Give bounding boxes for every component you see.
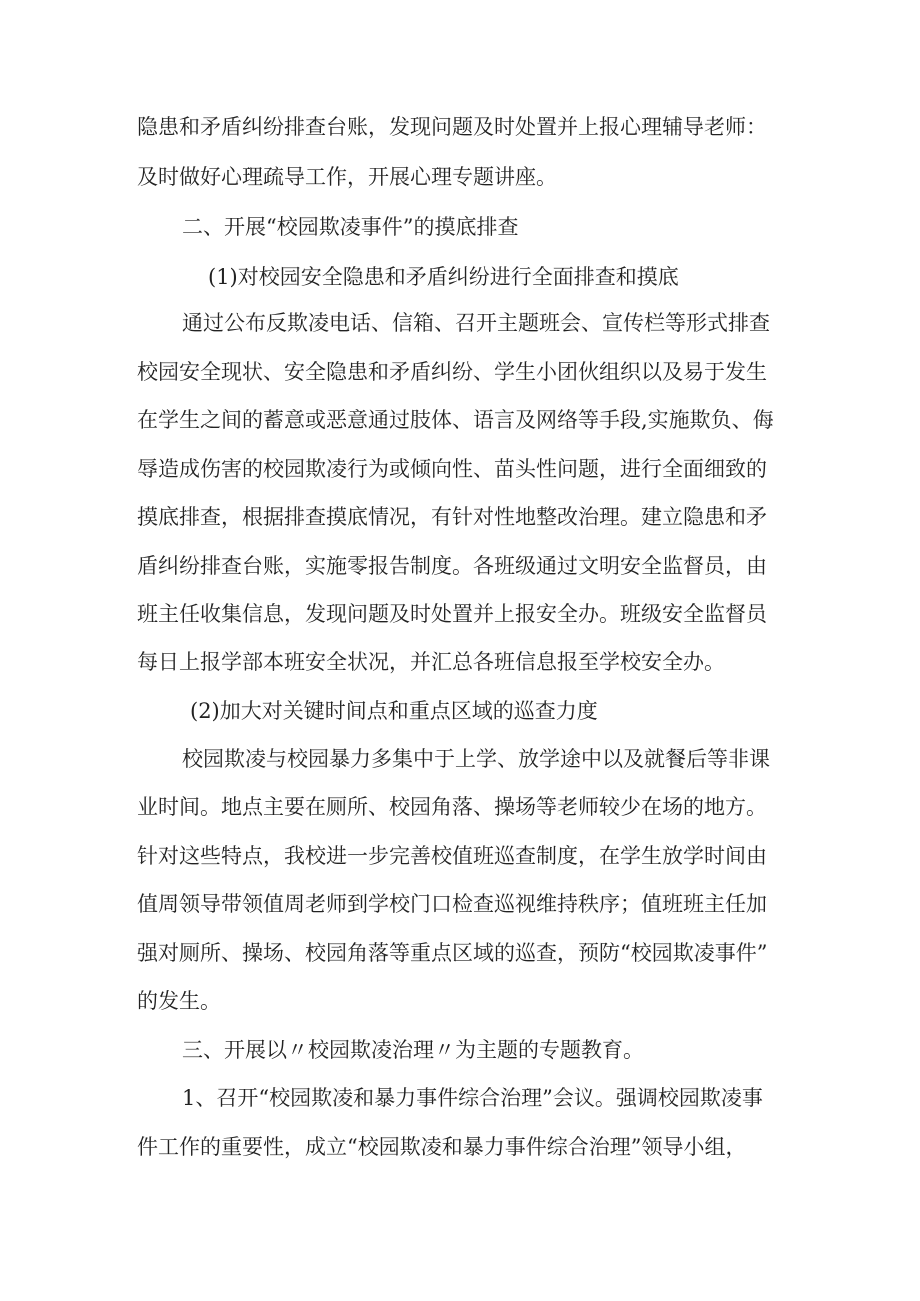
body-text-line: 隐患和矛盾纠纷排查台账，发现问题及时处置并上报心理辅导老师：: [137, 115, 767, 139]
section-heading: 二、开展“校园欺凌事件”的摸底排查: [182, 215, 519, 239]
body-text-line: 每日上报学部本班安全状况，并汇总各班信息报至学校安全办。: [137, 650, 725, 674]
section-heading: 三、开展以〃校园欺凌治理〃为主题的专题教育。: [182, 1038, 644, 1062]
body-text-line: 班主任收集信息，发现问题及时处置并上报安全办。班级安全监督员: [137, 602, 767, 626]
body-text-line: 在学生之间的蓄意或恶意通过肢体、语言及网络等手段,实施欺负、侮: [137, 408, 774, 432]
body-text-line: 强对厕所、操场、校园角落等重点区域的巡查，预防“校园欺凌事件”: [137, 941, 768, 965]
body-text-line: 摸底排查，根据排查摸底情况，有针对性地整改治理。建立隐患和矛: [137, 505, 767, 529]
subsection-heading: (1)对校园安全隐患和矛盾纠纷进行全面排查和摸底: [208, 265, 679, 289]
body-text-line: 业时间。地点主要在厕所、校园角落、操场等老师较少在场的地方。: [137, 795, 767, 819]
body-text-line: 件工作的重要性，成立“校园欺凌和暴力事件综合治理”领导小组，: [137, 1135, 747, 1159]
paragraph-first-line: 通过公布反欺凌电话、信箱、召开主题班会、宣传栏等形式排查: [182, 311, 770, 335]
subsection-heading: (2)加大对关键时间点和重点区域的巡查力度: [190, 699, 598, 723]
body-text-line: 盾纠纷排查台账，实施零报告制度。各班级通过文明安全监督员，由: [137, 554, 767, 578]
body-text-line: 校园安全现状、安全隐患和矛盾纠纷、学生小团伙组织以及易于发生: [137, 360, 767, 384]
body-text-line: 辱造成伤害的校园欺凌行为或倾向性、苗头性问题，进行全面细致的: [137, 457, 767, 481]
body-text-line: 针对这些特点，我校进一步完善校值班巡查制度，在学生放学时间由: [137, 844, 767, 868]
body-text-line: 值周领导带领值周老师到学校门口检查巡视维持秩序；值班班主任加: [137, 892, 767, 916]
body-text-line: 及时做好心理疏导工作，开展心理专题讲座。: [137, 165, 557, 189]
body-text-line: 的发生。: [137, 989, 221, 1013]
paragraph-first-line: 1、召开“校园欺凌和暴力事件综合治理”会议。强调校园欺凌事: [182, 1086, 763, 1110]
paragraph-first-line: 校园欺凌与校园暴力多集中于上学、放学途中以及就餐后等非课: [182, 747, 770, 771]
